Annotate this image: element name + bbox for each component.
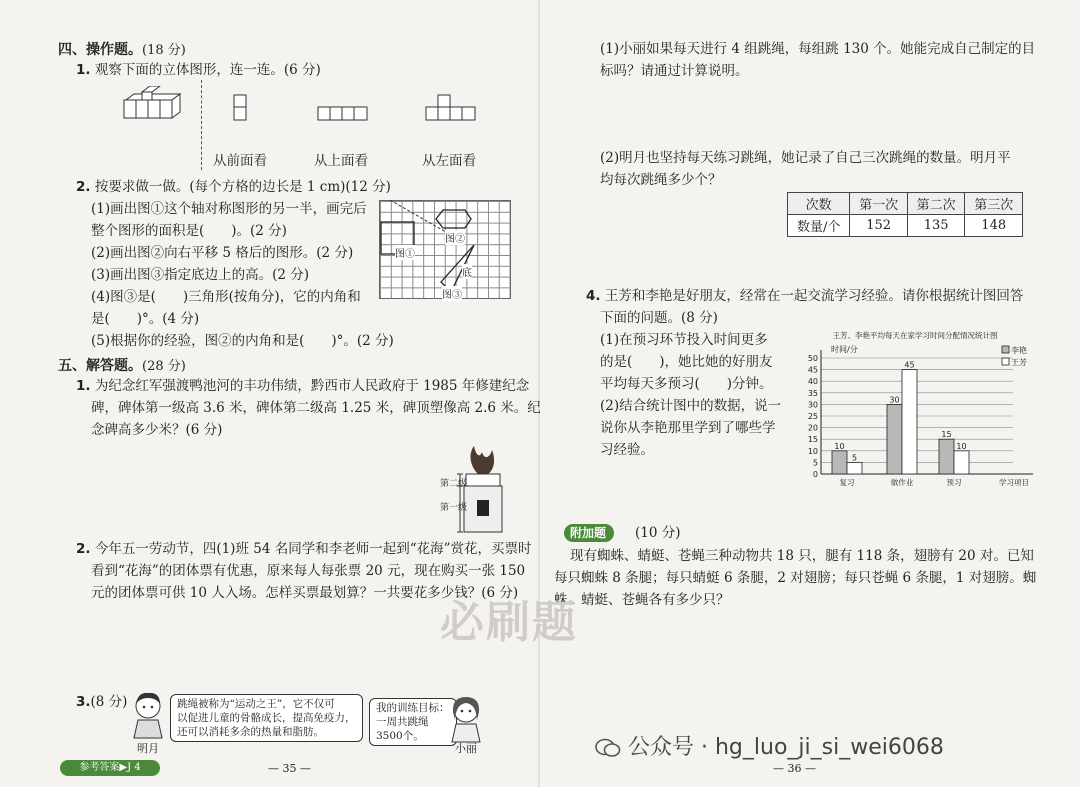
bar-value-label: 30 bbox=[889, 395, 900, 405]
s5-q1-line-2: 碑，碑体第一级高 3.6 米，碑体第二级高 1.25 米，碑顶塑像高 2.6 米。纪 bbox=[91, 400, 541, 416]
name-mingyue: 明月 bbox=[137, 742, 159, 755]
q4-sub-4: (2)结合统计图中的数据，说一 bbox=[600, 398, 782, 414]
q4-sub-1: (1)在预习环节投入时间更多 bbox=[600, 332, 768, 348]
x-tick-label: 复习 bbox=[839, 478, 855, 487]
x-tick-label: 预习 bbox=[946, 478, 962, 487]
monument-tier1-label: 第一级 bbox=[440, 503, 468, 513]
y-tick-label: 40 bbox=[807, 377, 818, 387]
watermark-text: 公众号 · hg_luo_ji_si_wei6068 bbox=[628, 735, 944, 760]
q4-sub-6: 习经验。 bbox=[600, 442, 654, 458]
bar-value-label: 10 bbox=[956, 441, 967, 451]
y-tick-label: 35 bbox=[807, 388, 818, 398]
name-xiaoli: 小丽 bbox=[455, 742, 477, 755]
legend-swatch bbox=[1002, 346, 1009, 353]
q1-prompt: 1. 观察下面的立体图形，连一连。(6 分) bbox=[76, 62, 321, 78]
q4-sub-3: 平均每天多预习( )分钟。 bbox=[600, 376, 773, 392]
y-tick-label: 10 bbox=[807, 446, 818, 456]
bar-王芳-做作业 bbox=[902, 370, 917, 474]
y-tick-label: 20 bbox=[807, 423, 818, 433]
answer-key-badge: 参考答案▶J 4 bbox=[60, 760, 160, 776]
table-header-cell: 第一次 bbox=[850, 193, 908, 215]
wechat-icon bbox=[595, 738, 621, 758]
brand-stamp: 必刷题 bbox=[440, 597, 578, 648]
section5-title: 五、解答题。(28 分) bbox=[58, 358, 186, 374]
q3-cont-p1-line2: 标吗？请通过计算说明。 bbox=[600, 63, 749, 79]
legend-label: 李艳 bbox=[1011, 346, 1027, 355]
q2-line-6: 是( )°。(4 分) bbox=[91, 311, 200, 327]
view-label-left: 从左面看 bbox=[422, 153, 476, 169]
x-axis-label: 学习项目 bbox=[999, 478, 1029, 487]
table-header-cell: 第三次 bbox=[965, 193, 1023, 215]
x-tick-label: 做作业 bbox=[890, 478, 914, 487]
table-cell: 152 bbox=[850, 215, 908, 237]
study-time-bar-chart bbox=[795, 328, 1040, 488]
front-view-figure bbox=[233, 94, 247, 122]
wechat-watermark bbox=[595, 730, 944, 761]
y-tick-label: 50 bbox=[807, 354, 818, 363]
bar-value-label: 15 bbox=[941, 430, 952, 440]
s5-q2-line-3: 元的团体票可供 10 人入场。怎样买票最划算？一共要花多少钱？(6 分) bbox=[91, 585, 519, 601]
speech-bubble-2: 我的训练目标： 一周共跳绳 3500个。 bbox=[369, 698, 457, 746]
q2-line-4: (3)画出图③指定底边上的高。(2 分) bbox=[91, 267, 310, 283]
q4-sub-2: 的是( )，她比她的好朋友 bbox=[600, 354, 773, 370]
bar-李艳-复习 bbox=[832, 451, 847, 474]
y-axis-label: 时间/分 bbox=[831, 345, 858, 354]
s5-q2-line-1: 2. 今年五一劳动节，四(1)班 54 名同学和李老师一起到“花海”赏花，买票时 bbox=[76, 541, 532, 557]
q3-cont-p2-line1: (2)明月也坚持每天练习跳绳，她记录了自己三次跳绳的数量。明月平 bbox=[600, 150, 1011, 166]
bar-value-label: 5 bbox=[851, 453, 858, 463]
s5-q2-line-2: 看到“花海”的团体票有优惠，原来每人每张票 20 元，现在购买一张 150 bbox=[91, 563, 526, 579]
mingyue-illustration bbox=[126, 690, 170, 740]
solid-3d-figure bbox=[120, 86, 182, 122]
table-header-row bbox=[788, 193, 1023, 215]
figure-1-label: 图① bbox=[395, 245, 415, 260]
table-cell: 148 bbox=[965, 215, 1023, 237]
bonus-line-3: 蛛、蜻蜓、苍蝇各有多少只？ bbox=[554, 592, 730, 608]
figure-2-label: 图② bbox=[445, 230, 465, 245]
q2-line-5: (4)图③是( )三角形(按角分)，它的内角和 bbox=[91, 289, 361, 305]
bar-王芳-复习 bbox=[847, 462, 862, 474]
s5-q3-label: 3.(8 分) bbox=[76, 694, 128, 710]
y-tick-label: 0 bbox=[812, 470, 818, 479]
speech-bubble-1: 跳绳被称为“运动之王”，它不仅可 以促进儿童的骨骼成长，提高免疫力， 还可以消耗多余的热量和脂肪。 bbox=[170, 694, 363, 742]
section4-title: 四、操作题。(18 分) bbox=[58, 42, 186, 58]
chart-title: 王芳、李艳平均每天在家学习时间分配情况统计图 bbox=[832, 331, 998, 340]
table-header-cell: 第二次 bbox=[907, 193, 965, 215]
bar-王芳-预习 bbox=[954, 451, 969, 474]
base-label: 底 bbox=[462, 264, 472, 279]
q2-line-3: (2)画出图②向右平移 5 格后的图形。(2 分) bbox=[91, 245, 354, 261]
y-tick-label: 25 bbox=[807, 412, 818, 421]
monument-illustration bbox=[438, 444, 508, 536]
s5-q1-line-1: 1. 为纪念红军强渡鸭池河的丰功伟绩，黔西市人民政府于 1985 年修建纪念 bbox=[76, 378, 530, 394]
q2-prompt: 2. 按要求做一做。(每个方格的边长是 1 cm)(12 分) bbox=[76, 179, 391, 195]
q2-line-1: (1)画出图①这个轴对称图形的另一半，画完后 bbox=[91, 201, 367, 217]
q4-line-1: 4. 王芳和李艳是好朋友，经常在一起交流学习经验。请你根据统计图回答 bbox=[586, 288, 1024, 304]
table-header-cell: 次数 bbox=[788, 193, 850, 215]
bonus-line-1: 现有蜘蛛、蜻蜓、苍蝇三种动物共 18 只，腿有 118 条，翅膀有 20 对。已知 bbox=[570, 548, 1034, 564]
view-label-front: 从前面看 bbox=[213, 153, 267, 169]
page-number-36: — 36 — bbox=[773, 762, 816, 775]
bonus-badge-label: 附加题 bbox=[570, 526, 607, 540]
top-view-figure bbox=[317, 106, 369, 122]
table-cell: 135 bbox=[907, 215, 965, 237]
right-page bbox=[540, 0, 1080, 787]
y-tick-label: 5 bbox=[812, 458, 818, 468]
q4-line-2: 下面的问题。(8 分) bbox=[600, 310, 718, 326]
table-row bbox=[788, 215, 1023, 237]
jump-rope-table bbox=[787, 192, 1023, 237]
bar-value-label: 45 bbox=[904, 360, 915, 370]
s5-q1-line-3: 念碑高多少米？(6 分) bbox=[91, 422, 223, 438]
q3-cont-p1-line1: (1)小丽如果每天进行 4 组跳绳，每组跳 130 个。她能完成自己制定的目 bbox=[600, 41, 1036, 57]
y-tick-label: 45 bbox=[807, 365, 818, 375]
q2-line-2: 整个图形的面积是( )。(2 分) bbox=[91, 223, 287, 239]
side-view-figure bbox=[425, 94, 477, 122]
page-number-35: — 35 — bbox=[268, 762, 311, 775]
bonus-score: (10 分) bbox=[635, 525, 681, 541]
monument-tier2-label: 第二级 bbox=[440, 479, 468, 489]
bar-李艳-做作业 bbox=[887, 404, 902, 474]
q3-cont-p2-line2: 均每次跳绳多少个？ bbox=[600, 172, 722, 188]
bonus-line-2: 每只蜘蛛 8 条腿；每只蜻蜓 6 条腿，2 对翅膀；每只苍蝇 6 条腿，1 对翅膀。蜘 bbox=[554, 570, 1037, 586]
view-label-top: 从上面看 bbox=[314, 153, 368, 169]
table-cell: 数量/个 bbox=[788, 215, 850, 237]
figure-2-shape bbox=[436, 210, 471, 228]
legend-label: 王芳 bbox=[1011, 358, 1027, 367]
q2-line-7: (5)根据你的经验，图②的内角和是( )°。(2 分) bbox=[91, 333, 394, 349]
bar-李艳-预习 bbox=[939, 439, 954, 474]
bar-value-label: 10 bbox=[834, 441, 845, 451]
bonus-badge bbox=[564, 524, 614, 542]
y-tick-label: 30 bbox=[807, 400, 818, 410]
q4-sub-5: 说你从李艳那里学到了哪些学 bbox=[600, 420, 776, 436]
y-tick-label: 15 bbox=[807, 435, 818, 445]
legend-swatch bbox=[1002, 358, 1009, 365]
xiaoli-illustration bbox=[444, 694, 488, 744]
divider-line bbox=[201, 80, 202, 170]
figure-3-label: 图③ bbox=[442, 286, 462, 301]
